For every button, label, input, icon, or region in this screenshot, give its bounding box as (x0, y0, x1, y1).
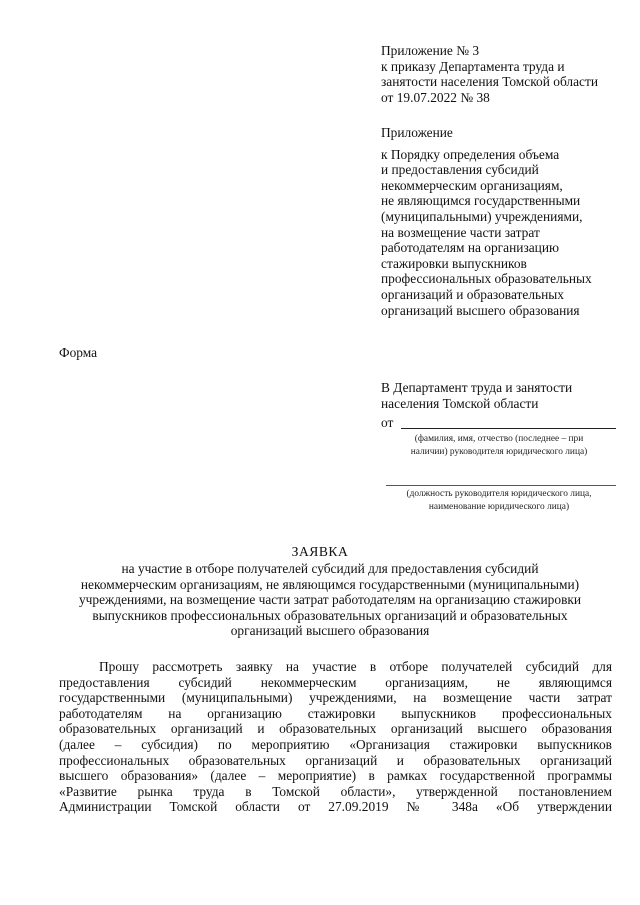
from-label: от (381, 415, 394, 430)
appendix-order-line: работодателям на организацию (381, 240, 560, 256)
position-underline (386, 485, 616, 486)
from-underline (401, 428, 616, 429)
body-line: профессиональных образовательных организаций и образовательных организаций (59, 752, 612, 768)
body-line: «Развитие рынка труда в Томской области», утвержденной постановлением (59, 783, 612, 799)
addressee-line: населения Томской области (381, 395, 539, 411)
head-name-caption (383, 433, 615, 459)
appendix-header-line: к приказу Департамента труда и (381, 58, 565, 74)
appendix-header (381, 43, 616, 105)
caption-line: (фамилия, имя, отчество (последнее – при (414, 434, 584, 444)
body-line: предоставления субсидий некоммерческим организациям, не являющимся (59, 674, 612, 690)
appendix-header-line: занятости населения Томской области (381, 74, 599, 90)
appendix-order-line: стажировки выпускников (381, 255, 527, 271)
appendix-header-line: от 19.07.2022 № 38 (381, 89, 490, 105)
subtitle-line: выпускников профессиональных образовательных организаций и образовательных (92, 607, 568, 623)
subtitle-line: организаций высшего образования (230, 623, 430, 639)
caption-line: (должность руководителя юридического лица, (406, 489, 592, 499)
caption-line: наименование юридического лица) (428, 502, 570, 512)
appendix-header-line: Приложение № 3 (381, 43, 480, 58)
appendix-order-line: некоммерческим организациям, (381, 177, 563, 193)
position-caption (383, 488, 615, 514)
addressee-line: В Департамент труда и занятости (381, 380, 573, 395)
appendix-order-title: Приложение (381, 125, 453, 140)
appendix-order-block (381, 125, 616, 318)
subtitle-line: на участие в отборе получателей субсидий для предоставления субсидий (121, 561, 539, 576)
appendix-order-line: организаций высшего образования (381, 302, 580, 318)
body-line: работодателям на организацию стажировки выпускников профессиональных (59, 705, 612, 721)
appendix-order-line: (муниципальными) учреждениями, (381, 208, 583, 224)
body-line: образовательных организаций и образовательных организаций высшего образования (59, 721, 612, 737)
appendix-order-line: не являющимся государственными (381, 193, 581, 209)
appendix-order-line: и предоставления субсидий (381, 162, 539, 178)
caption-line: наличии) руководителя юридического лица) (410, 447, 588, 457)
appendix-order-line: профессиональных образовательных (381, 271, 592, 287)
subtitle-line: учреждениями, на возмещение части затрат работодателям на организацию стажировки (78, 592, 582, 608)
body-line: государственными (муниципальными) учреждениями, на возмещение части затрат (59, 690, 612, 706)
body-line: высшего образования» (далее – мероприятие) в рамках государственной программы (59, 768, 612, 784)
appendix-order-line: организаций и образовательных (381, 286, 564, 302)
document-subtitle (40, 561, 620, 639)
body-line: (далее – субсидия) по мероприятию «Организация стажировки выпускников (59, 736, 612, 752)
form-label: Форма (59, 345, 98, 360)
body-paragraph (59, 659, 612, 815)
subtitle-line: некоммерческим организациям, не являющимся государственными (муниципальными) (80, 576, 580, 592)
body-line: Администрации Томской области от 27.09.2019 № 348а «Об утверждении (59, 799, 612, 815)
addressee-block (381, 380, 616, 411)
from-field (381, 415, 616, 431)
body-line: Прошу рассмотреть заявку на участие в отборе получателей субсидий для (99, 659, 612, 674)
appendix-order-line: на возмещение части затрат (381, 224, 540, 240)
document-title: ЗАЯВКА (291, 544, 349, 559)
appendix-order-line: к Порядку определения объема (381, 146, 560, 162)
